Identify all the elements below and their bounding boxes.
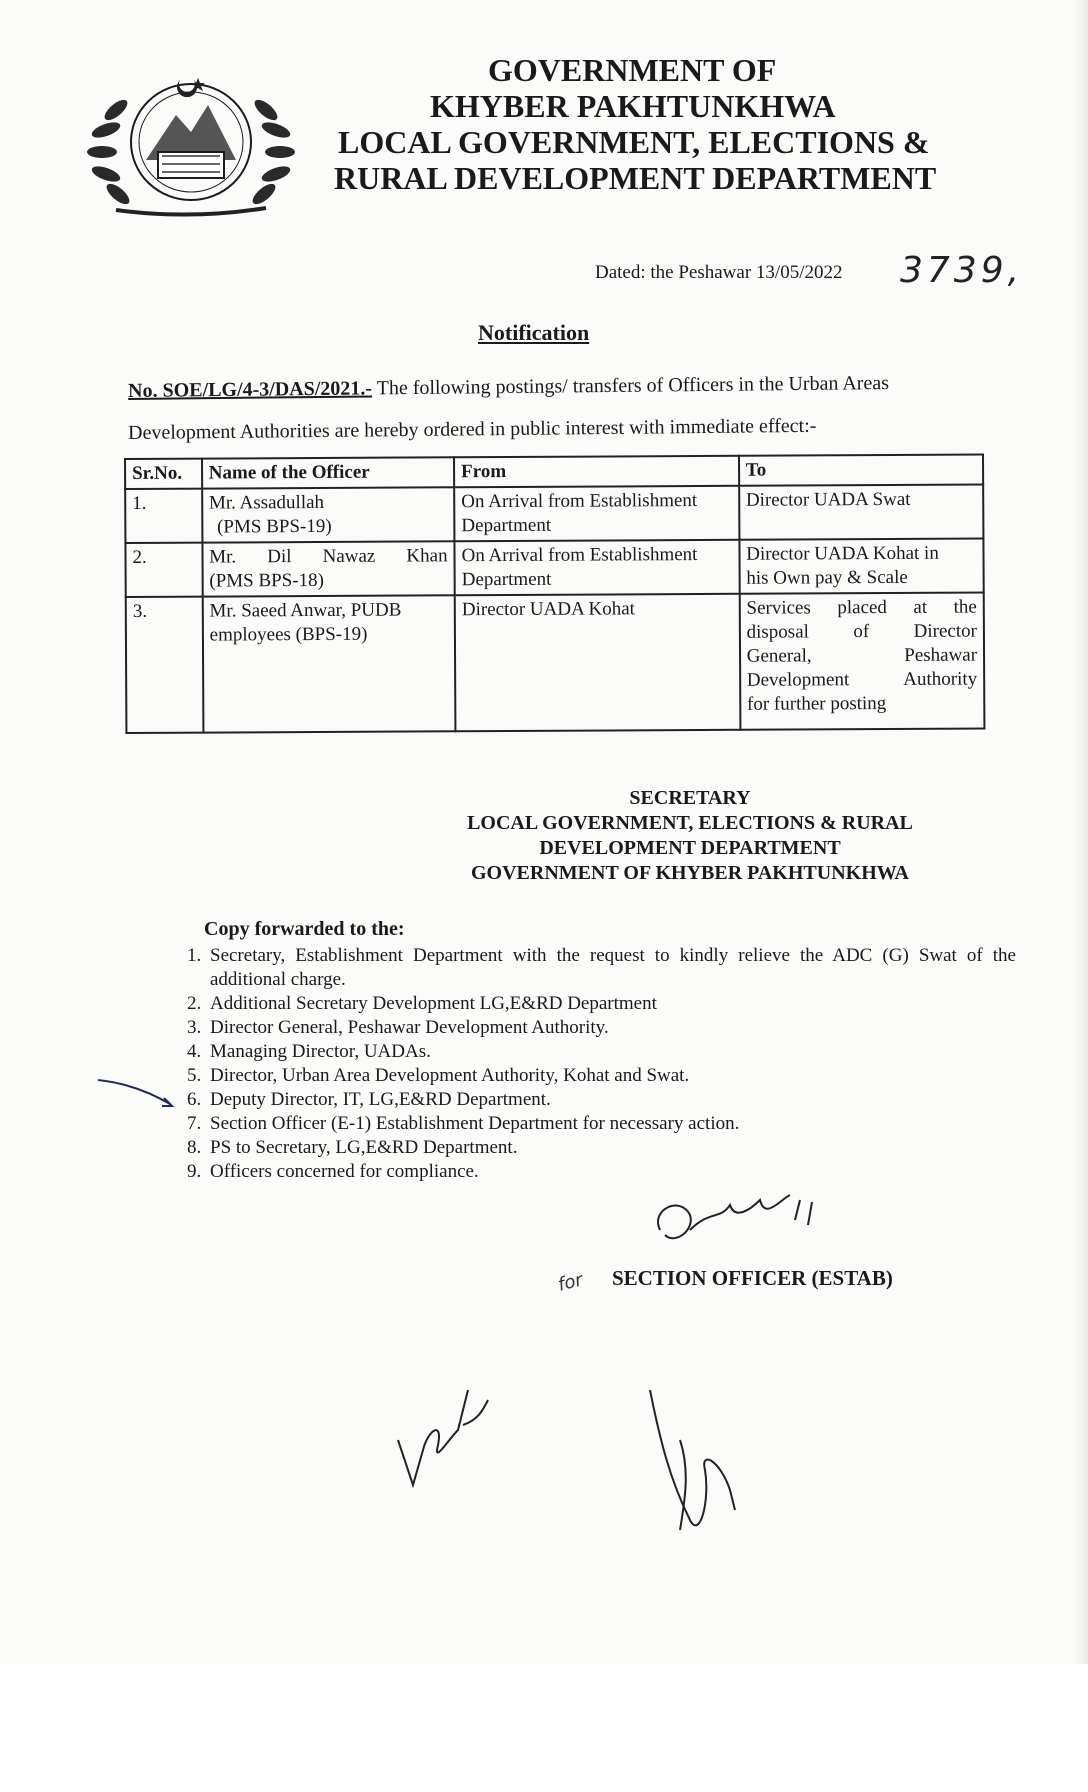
cell-from — [455, 594, 740, 731]
section-officer-title: SECTION OFFICER (ESTAB) — [612, 1266, 893, 1290]
cell-srno: 1. — [125, 489, 202, 543]
from-line: On Arrival from Establishment — [461, 489, 698, 513]
list-item: 1. Secretary, Establishment Department with the request to kindly relieve the ADC (G) Swat of the additional charge. — [206, 944, 1016, 992]
list-item: 6. Deputy Director, IT, LG,E&RD Department. — [206, 1088, 1016, 1112]
secretary-signatory-block — [430, 786, 950, 886]
list-item: 8. PS to Secretary, LG,E&RD Department. — [206, 1136, 1016, 1160]
to-line: disposal of Director — [746, 620, 977, 643]
header-line-2: KHYBER PAKHTUNKHWA — [430, 88, 836, 124]
to-line: Services placed at the — [746, 596, 977, 619]
cell-to — [739, 539, 984, 594]
page-edge-shadow — [1074, 0, 1088, 1664]
section-officer-signature — [640, 1190, 840, 1270]
table-row — [126, 593, 985, 733]
header-line-1: GOVERNMENT OF — [488, 52, 777, 88]
body-paragraph-line-2: Development Authorities are hereby ordered in public interest with immediate effect:- — [128, 414, 817, 444]
pen-arrow-mark — [96, 1074, 180, 1114]
from-line: Director UADA Kohat — [461, 598, 635, 621]
cell-officer-name — [202, 487, 455, 542]
secretary-title: SECRETARY — [629, 787, 751, 809]
officer-grade: (PMS BPS-19) — [217, 515, 332, 538]
from-line: Department — [461, 568, 552, 591]
handwritten-signature-left — [388, 1370, 498, 1500]
copy-forwarded-list — [170, 944, 1016, 1184]
reference-number: No. SOE/LG/4-3/DAS/2021.- — [128, 377, 373, 402]
department-header — [330, 52, 970, 196]
cell-from — [454, 540, 739, 595]
list-item: 2. Additional Secretary Development LG,E&RD Department — [206, 992, 1016, 1016]
body-paragraph-line-1 — [128, 372, 889, 403]
list-item: 3. Director General, Peshawar Development Authority. — [206, 1016, 1016, 1040]
secretary-line-4: GOVERNMENT OF KHYBER PAKHTUNKHWA — [471, 862, 909, 884]
cell-officer-name — [202, 595, 455, 732]
officer-name: Mr. Dil Nawaz Khan — [209, 545, 448, 568]
list-item: 7. Section Officer (E-1) Establishment Department for necessary action. — [206, 1112, 1016, 1136]
from-line: On Arrival from Establishment — [461, 543, 698, 567]
from-line: Department — [461, 514, 552, 537]
table-row — [125, 539, 983, 597]
body-text-1: The following postings/ transfers of Officers in the Urban Areas — [371, 372, 890, 400]
secretary-line-2: LOCAL GOVERNMENT, ELECTIONS & RURAL — [467, 812, 913, 834]
kp-emblem-logo — [76, 60, 306, 220]
officer-grade: employees (BPS-19) — [209, 623, 368, 646]
cell-from — [454, 486, 739, 541]
dated-line: Dated: the Peshawar 13/05/2022 — [595, 262, 843, 283]
cell-to — [739, 485, 984, 540]
to-line: Director UADA Swat — [745, 488, 911, 511]
col-header-name: Name of the Officer — [202, 457, 454, 488]
cell-srno: 2. — [125, 543, 202, 597]
header-line-4: RURAL DEVELOPMENT DEPARTMENT — [334, 160, 937, 196]
list-item: 9. Officers concerned for compliance. — [206, 1160, 1016, 1184]
col-header-from: From — [454, 456, 739, 487]
to-line: Director UADA Kohat in — [746, 542, 939, 565]
table-header-row — [125, 455, 983, 489]
handwritten-dispatch-number: 3739, — [900, 250, 1024, 291]
officer-name: Mr. Assadullah — [208, 491, 325, 514]
list-item: 5. Director, Urban Area Development Authority, Kohat and Swat. — [206, 1064, 1016, 1088]
header-line-3: LOCAL GOVERNMENT, ELECTIONS & — [338, 124, 930, 160]
officer-grade: (PMS BPS-18) — [209, 569, 324, 592]
cell-to — [739, 593, 984, 730]
copy-forwarded-heading: Copy forwarded to the: — [204, 918, 405, 940]
col-header-srno: Sr.No. — [125, 459, 202, 489]
handwritten-signature-right — [640, 1380, 770, 1550]
officer-name: Mr. Saeed Anwar, PUDB — [209, 599, 402, 622]
col-header-to: To — [739, 455, 983, 486]
notification-title: Notification — [478, 320, 590, 345]
table-row — [125, 485, 983, 543]
secretary-line-3: DEVELOPMENT DEPARTMENT — [539, 837, 841, 859]
to-line: Development Authority — [746, 668, 978, 691]
for-note: for — [555, 1269, 585, 1296]
to-line: for further posting — [746, 693, 887, 715]
postings-table — [124, 453, 985, 733]
cell-srno: 3. — [126, 597, 203, 733]
to-line: General, Peshawar — [746, 644, 978, 667]
to-line: his Own pay & Scale — [746, 566, 908, 589]
cell-officer-name — [202, 541, 455, 596]
list-item: 4. Managing Director, UADAs. — [206, 1040, 1016, 1064]
